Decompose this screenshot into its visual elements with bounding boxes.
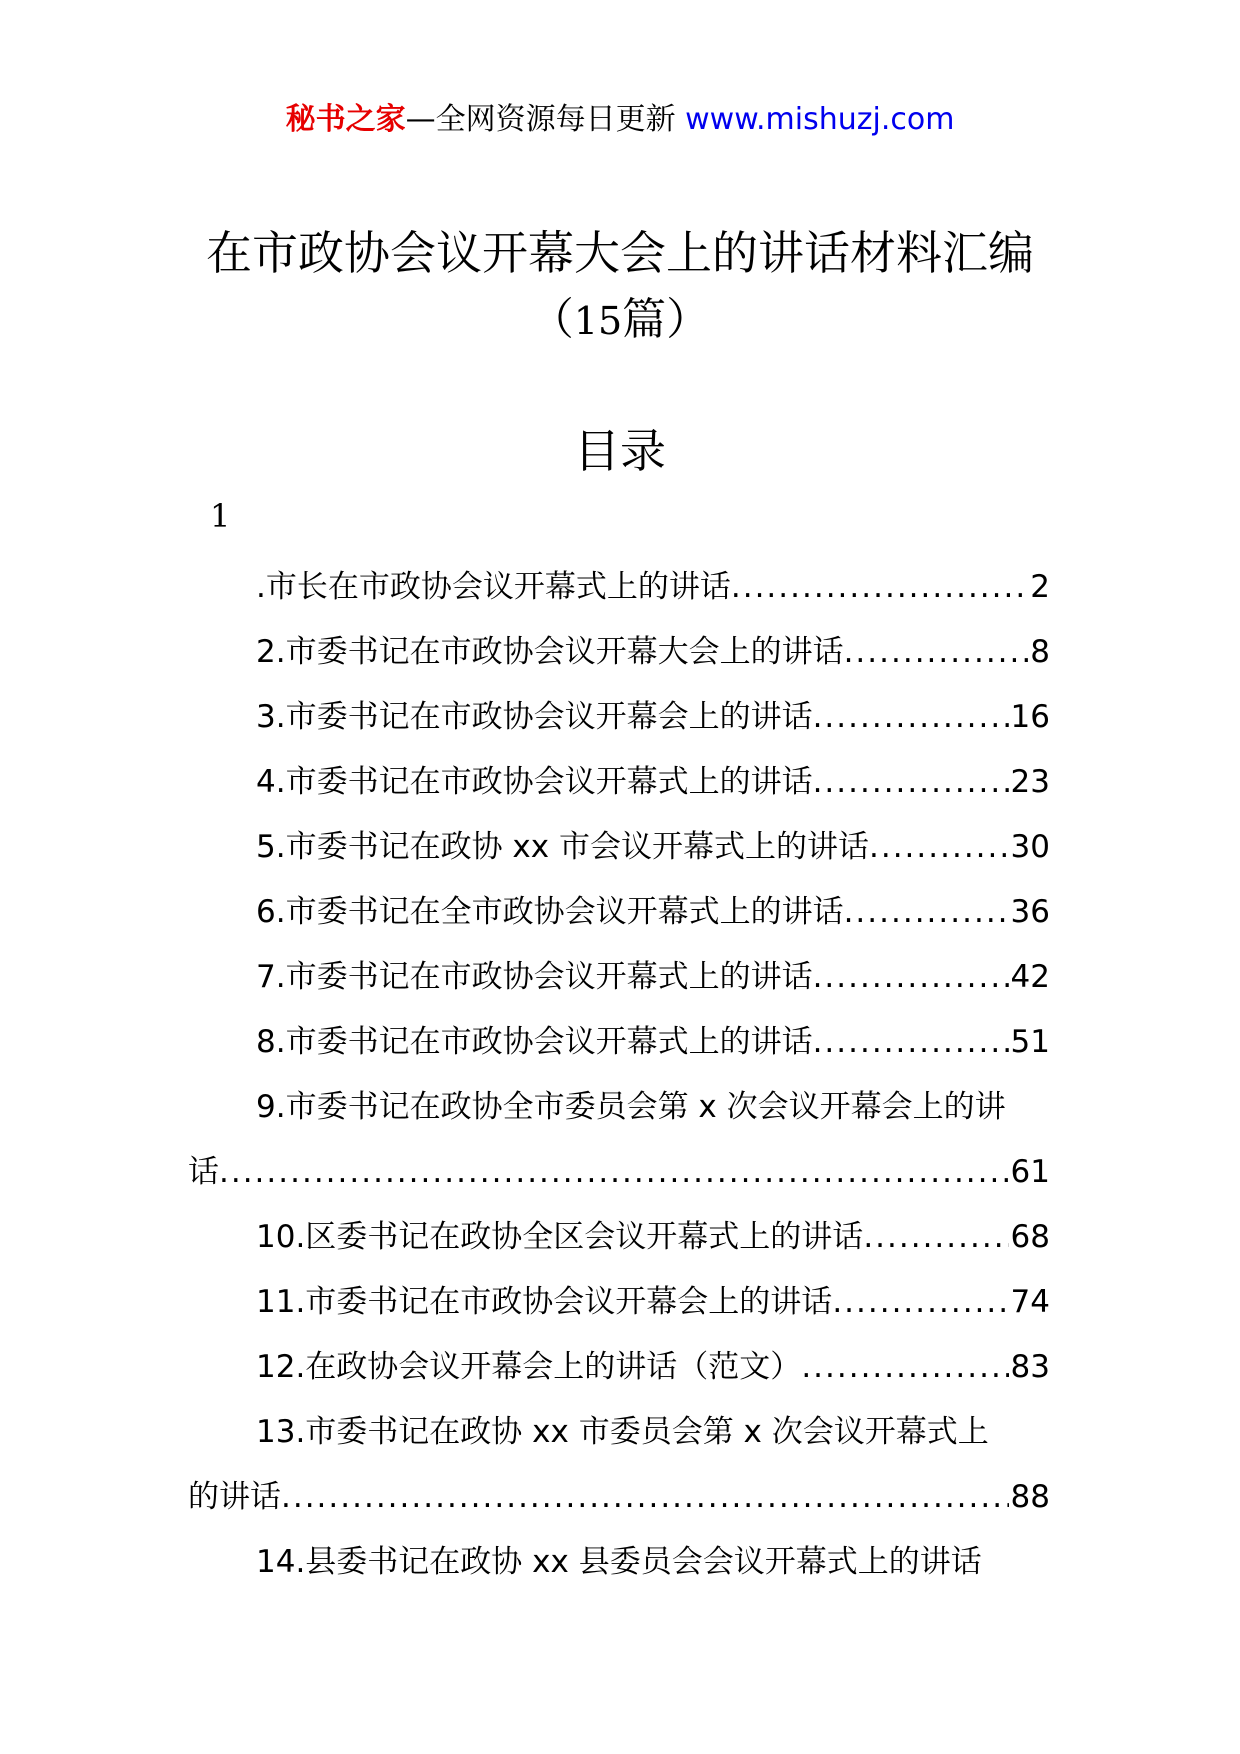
toc-heading: 目录 (574, 424, 666, 478)
dot-leader (863, 1205, 1008, 1270)
toc-entry-page: 30 (1010, 829, 1050, 865)
toc-entry-title: 5.市委书记在政协 xx 市会议开幕式上的讲话 (256, 829, 869, 865)
toc-entry-continued[interactable] (188, 1140, 1050, 1205)
toc-entry-page: 88 (1010, 1479, 1050, 1515)
subtitle-count: 15 (573, 299, 623, 343)
toc-level-number: 1 (210, 497, 231, 535)
toc-entry[interactable] (188, 880, 1050, 945)
toc-entry[interactable] (188, 1270, 1050, 1335)
dot-leader (813, 1010, 1009, 1075)
toc-entry-title: 13.市委书记在政协 xx 市委员会第 x 次会议开幕式上 (256, 1414, 989, 1450)
dot-leader (813, 750, 1009, 815)
toc-entry-page: 8 (1030, 634, 1050, 670)
toc-entry-page: 74 (1010, 1284, 1050, 1320)
toc-entry-page: 2 (1030, 569, 1050, 605)
toc-entry[interactable] (188, 1335, 1050, 1400)
site-header (0, 100, 1240, 140)
document-subtitle (0, 290, 1240, 351)
toc-entry-continued[interactable] (188, 1465, 1050, 1530)
dot-leader (869, 815, 1009, 880)
table-of-contents (188, 555, 1050, 1595)
dot-leader (731, 555, 1028, 620)
subtitle-open: （ (529, 294, 574, 345)
toc-entry-title: 11.市委书记在市政协会议开幕会上的讲话 (256, 1284, 833, 1320)
document-title: 在市政协会议开幕大会上的讲话材料汇编 (206, 226, 1034, 280)
toc-entry[interactable] (188, 620, 1050, 685)
toc-entry[interactable] (188, 945, 1050, 1010)
toc-entry-page: 68 (1010, 1219, 1050, 1255)
toc-entry[interactable] (188, 750, 1050, 815)
toc-entry-title: 3.市委书记在市政协会议开幕会上的讲话 (256, 699, 813, 735)
toc-entry-title: 14.县委书记在政协 xx 县委员会会议开幕式上的讲话 (256, 1544, 982, 1580)
toc-entry-page: 36 (1010, 894, 1050, 930)
header-tagline: —全网资源每日更新 (405, 102, 676, 137)
toc-entry-title: .市长在市政协会议开幕式上的讲话 (256, 569, 731, 605)
toc-entry[interactable] (188, 1010, 1050, 1075)
site-link[interactable]: www.mishuzj.com (685, 102, 955, 137)
toc-entry-page: 51 (1010, 1024, 1050, 1060)
toc-entry-title: 4.市委书记在市政协会议开幕式上的讲话 (256, 764, 813, 800)
toc-entry[interactable] (188, 1400, 1050, 1465)
dot-leader (813, 685, 1009, 750)
toc-entry-page: 16 (1010, 699, 1050, 735)
toc-entry[interactable] (188, 1205, 1050, 1270)
toc-entry-title: 6.市委书记在全市政协会议开幕式上的讲话 (256, 894, 844, 930)
toc-entry-page: 42 (1010, 959, 1050, 995)
dot-leader (801, 1335, 1008, 1400)
toc-entry-title: 9.市委书记在政协全市委员会第 x 次会议开幕会上的讲 (256, 1089, 1006, 1125)
toc-entry-title: 的讲话 (188, 1479, 281, 1515)
brand-name: 秘书之家 (285, 102, 406, 137)
toc-entry-page: 23 (1010, 764, 1050, 800)
dot-leader (832, 1270, 1008, 1335)
toc-entry-page: 83 (1010, 1349, 1050, 1385)
dot-leader (281, 1465, 1009, 1530)
subtitle-unit: 篇） (622, 294, 711, 345)
toc-entry[interactable] (188, 1530, 1050, 1595)
dot-leader (219, 1140, 1009, 1205)
toc-entry[interactable] (188, 1075, 1050, 1140)
dot-leader (813, 945, 1009, 1010)
toc-entry[interactable] (188, 815, 1050, 880)
toc-entry-page: 61 (1010, 1154, 1050, 1190)
toc-entry-title: 话 (188, 1154, 219, 1190)
dot-leader (844, 880, 1009, 945)
dot-leader (844, 620, 1029, 685)
toc-entry[interactable] (188, 685, 1050, 750)
toc-entry-title: 8.市委书记在市政协会议开幕式上的讲话 (256, 1024, 813, 1060)
toc-entry-title: 12.在政协会议开幕会上的讲话（范文） (256, 1349, 802, 1385)
toc-entry-title: 2.市委书记在市政协会议开幕大会上的讲话 (256, 634, 844, 670)
toc-entry[interactable] (188, 555, 1050, 620)
toc-entry-title: 10.区委书记在政协全区会议开幕式上的讲话 (256, 1219, 864, 1255)
toc-entry-title: 7.市委书记在市政协会议开幕式上的讲话 (256, 959, 813, 995)
